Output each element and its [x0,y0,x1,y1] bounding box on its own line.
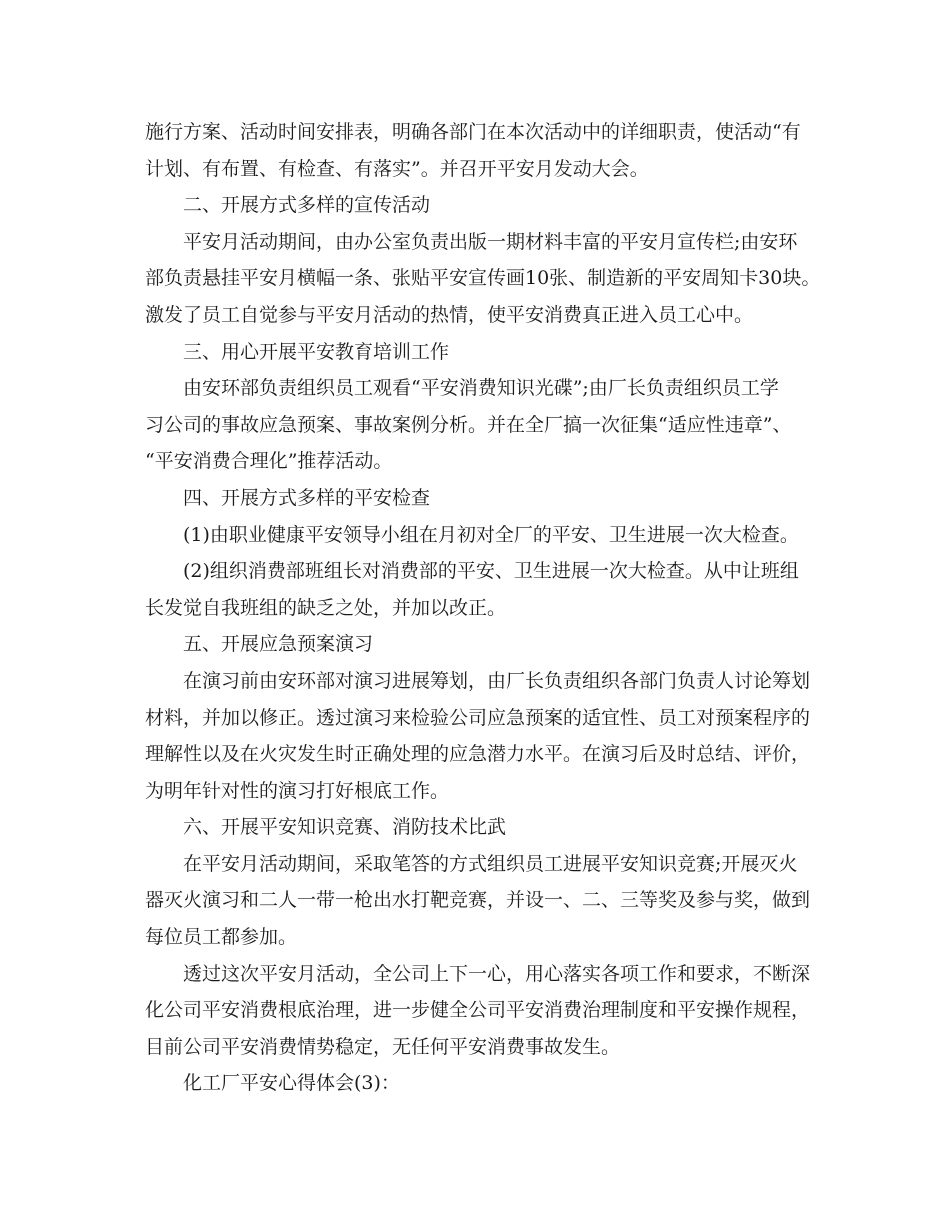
section-heading: 四、开展方式多样的平安检查 [183,486,431,509]
section-heading: 三、用心开展平安教育培训工作 [183,340,450,363]
list-item: (1)由职业健康平安领导小组在月初对全厂的平安、卫生进展一次大检查。 [183,523,799,546]
section-heading: 五、开展应急预案演习 [183,633,374,656]
paragraph-line: 理解性以及在火灾发生时正确处理的应急潜力水平。在演习后及时总结、评价， [145,743,811,766]
section-heading: 六、开展平安知识竞赛、消防技术比武 [183,816,507,839]
list-item: (2)组织消费部班组长对消费部的平安、卫生进展一次大检查。从中让班组 [183,560,799,583]
paragraph-line: 目前公司平安消费情势稳定，无任何平安消费事故发生。 [145,1035,621,1058]
paragraph-line: 由安环部负责组织员工观看“平安消费知识光碟”;由厂长负责组织员工学 [183,377,779,400]
paragraph-line: 器灭火演习和二人一带一枪出水打靶竞赛，并设一、二、三等奖及参与奖，做到 [145,889,811,912]
paragraph-line: 材料，并加以修正。透过演习来检验公司应急预案的适宜性、员工对预案程序的 [145,706,811,729]
paragraph-line: 透过这次平安月活动，全公司上下一心，用心落实各项工作和要求，不断深 [183,962,811,985]
paragraph-line: 在演习前由安环部对演习进展筹划，由厂长负责组织各部门负责人讨论筹划 [183,669,811,692]
section-heading: 化工厂平安心得体会(3)： [183,1072,400,1095]
paragraph-line: 平安月活动期间，由办公室负责出版一期材料丰富的平安月宣传栏;由安环 [183,230,798,253]
paragraph-line: 计划、有布置、有检查、有落实”。并召开平安月发动大会。 [145,157,649,180]
paragraph-line: 每位员工都参加。 [145,926,298,949]
paragraph-line: 为明年针对性的演习打好根底工作。 [145,779,450,802]
paragraph-line: 部负责悬挂平安月横幅一条、张贴平安宣传画10张、制造新的平安周知卡30块。 [145,267,821,290]
paragraph-line: 激发了员工自觉参与平安月活动的热情，使平安消费真正进入员工心中。 [145,303,754,326]
section-heading: 二、开展方式多样的宣传活动 [183,194,431,217]
paragraph-line: 施行方案、活动时间安排表，明确各部门在本次活动中的详细职责，使活动“有 [145,121,801,143]
paragraph-line: “平安消费合理化”推荐活动。 [145,450,393,473]
paragraph-line: 习公司的事故应急预案、事故案例分析。并在全厂搞一次征集“适应性违章”、 [145,413,792,436]
paragraph-line: 在平安月活动期间，采取笔答的方式组织员工进展平安知识竞赛;开展灭火 [183,852,798,875]
paragraph-line: 长发觉自我班组的缺乏之处，并加以改正。 [145,596,507,619]
document-body [145,114,821,1102]
paragraph-line: 化公司平安消费根底治理，进一步健全公司平安消费治理制度和平安操作规程， [145,999,811,1022]
